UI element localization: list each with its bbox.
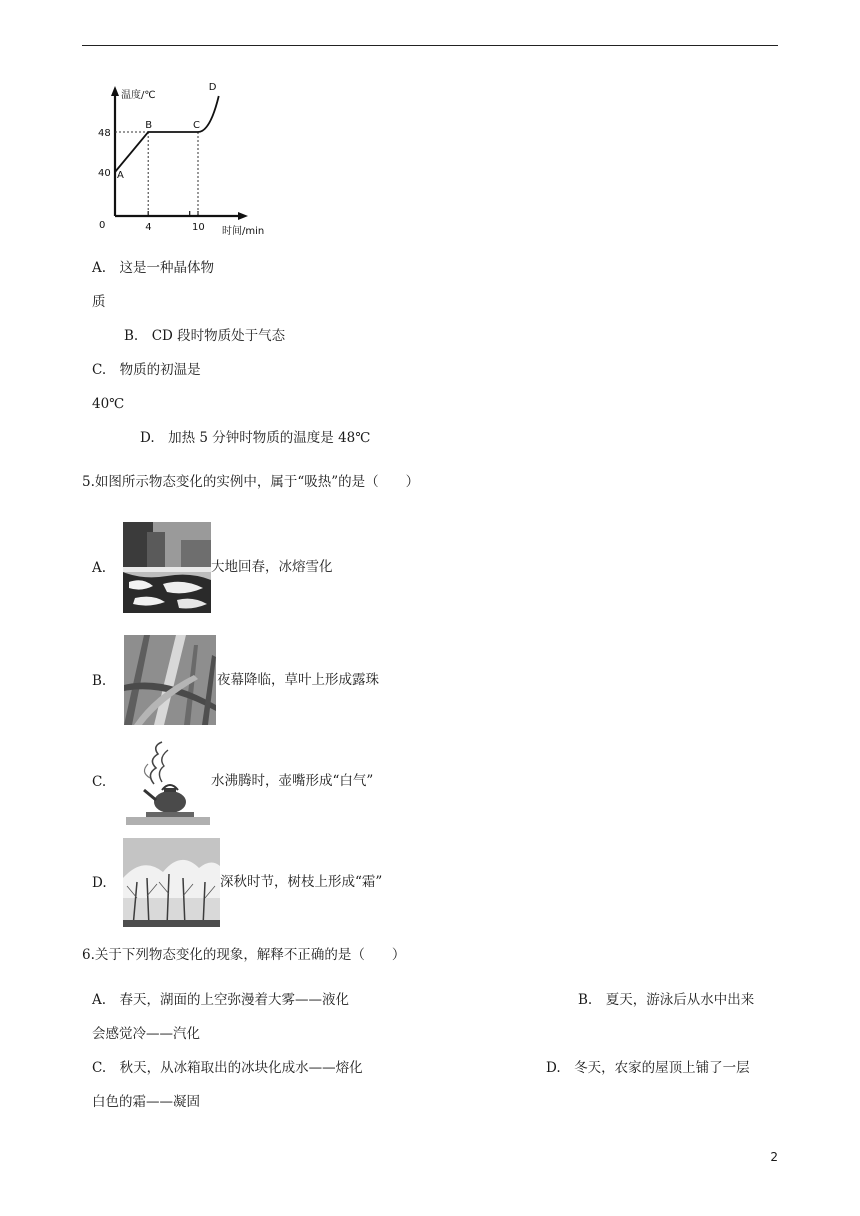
- y-axis-label: 温度/℃: [121, 90, 156, 101]
- point-label-a: A: [117, 170, 124, 181]
- q5-option-b-letter: B.: [92, 673, 107, 689]
- q5-option-d-text: 深秋时节，树枝上形成“霜”: [220, 874, 383, 890]
- point-label-c: C: [193, 120, 200, 131]
- q6-option-d-line2: 白色的霜——凝固: [92, 1094, 200, 1110]
- q6-stem: 6.关于下列物态变化的现象，解释不正确的是（ ）: [82, 947, 406, 963]
- q4-option-d: D. 加热 5 分钟时物质的温度是 48℃: [140, 430, 371, 446]
- q5-option-a-text: 大地回春，冰熔雪化: [211, 559, 333, 575]
- q4-option-b: B. CD 段时物质处于气态: [124, 328, 286, 344]
- grass-dew-photo: [124, 635, 216, 725]
- x-tick-label: 10: [192, 222, 205, 233]
- q5-option-c-letter: C.: [92, 774, 107, 790]
- page-number: 2: [770, 1150, 778, 1164]
- q5-option-a-letter: A.: [92, 560, 107, 576]
- q5-stem: 5.如图所示物态变化的实例中，属于“吸热”的是（ ）: [82, 474, 420, 490]
- q6-option-b-line1: B. 夏天，游泳后从水中出来: [578, 992, 755, 1008]
- q6-option-b-line2: 会感觉冷——汽化: [92, 1026, 200, 1042]
- q5-option-d-letter: D.: [92, 875, 107, 891]
- temperature-line: [115, 96, 219, 172]
- frost-trees-photo: [123, 838, 220, 927]
- q6-option-a: A. 春天，湖面的上空弥漫着大雾——液化: [92, 992, 350, 1008]
- q4-option-c-line1: C. 物质的初温是: [92, 362, 201, 378]
- x-axis-label: 时间/min: [222, 226, 265, 237]
- q6-option-c: C. 秋天，从冰箱取出的冰块化成水——熔化: [92, 1060, 363, 1076]
- x-tick-label: 4: [145, 222, 152, 233]
- header-rule: [82, 45, 778, 46]
- q4-option-a-line1: A. 这是一种晶体物: [92, 260, 215, 276]
- y-axis-arrow: [111, 86, 119, 96]
- kettle-steam-picture: [126, 738, 210, 825]
- q4-option-a-line2: 质: [92, 294, 106, 310]
- q5-option-c-text: 水沸腾时，壶嘴形成“白气”: [211, 773, 374, 789]
- point-label-b: B: [145, 120, 153, 131]
- q5-option-b-text: 夜幕降临，草叶上形成露珠: [217, 672, 379, 688]
- x-axis-arrow: [238, 212, 248, 220]
- y-tick-label: 48: [98, 128, 111, 139]
- q6-option-d-line1: D. 冬天，农家的屋顶上铺了一层: [546, 1060, 750, 1076]
- y-tick-label: 40: [98, 168, 111, 179]
- point-label-d: D: [208, 82, 217, 93]
- temperature-time-chart: [90, 82, 290, 242]
- snow-melting-photo: [123, 522, 211, 613]
- q4-option-c-line2: 40℃: [92, 396, 125, 412]
- origin-label: 0: [99, 220, 106, 231]
